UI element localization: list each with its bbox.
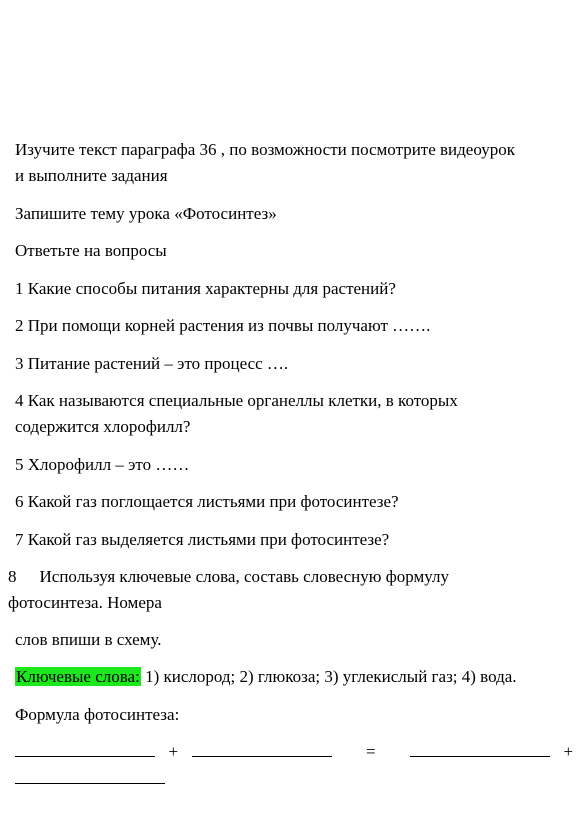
- intro-line-2: и выполните задания: [15, 166, 168, 185]
- question-4-line-1: 4 Как называются специальные органеллы клетки, в которых: [15, 391, 458, 410]
- question-5: 5 Хлорофилл – это ……: [15, 455, 190, 474]
- formula-blank-4[interactable]: [15, 783, 165, 784]
- formula-blank-3[interactable]: [410, 756, 550, 757]
- question-4-line-2: содержится хлорофилл?: [15, 417, 191, 436]
- question-8-line-1: [8, 564, 563, 590]
- formula-plus-2: +: [563, 742, 574, 761]
- keywords-line: [15, 664, 570, 690]
- topic-instruction: Запишите тему урока «Фотосинтез»: [15, 204, 277, 223]
- formula-label: Формула фотосинтеза:: [15, 705, 180, 724]
- formula-blank-2[interactable]: [192, 756, 332, 757]
- answer-heading: Ответьте на вопросы: [15, 241, 167, 260]
- question-8-text-1: Используя ключевые слова, составь словесную формулу: [39, 567, 449, 586]
- question-8-line-2: фотосинтеза. Номера: [8, 593, 162, 612]
- formula-scheme-row: [15, 739, 574, 769]
- intro-line-1: Изучите текст параграфа 36 , по возможности посмотрите видеоурок: [15, 140, 515, 159]
- question-8-line-3: слов впиши в схему.: [15, 630, 162, 649]
- formula-plus-1: +: [168, 742, 179, 761]
- question-8-number: 8: [8, 567, 17, 586]
- question-6: 6 Какой газ поглощается листьями при фотосинтезе?: [15, 492, 399, 511]
- question-7: 7 Какой газ выделяется листьями при фотосинтезе?: [15, 530, 390, 549]
- keywords-label-highlight: Ключевые слова:: [16, 667, 140, 686]
- question-3: 3 Питание растений – это процесс ….: [15, 354, 289, 373]
- formula-equals: =: [365, 742, 376, 761]
- question-1: 1 Какие способы питания характерны для растений?: [15, 279, 396, 298]
- formula-scheme-row-2: [15, 766, 570, 792]
- keywords-list: 1) кислород; 2) глюкоза; 3) углекислый газ; 4) вода.: [140, 667, 517, 686]
- question-2: 2 При помощи корней растения из почвы получают …….: [15, 316, 431, 335]
- formula-blank-1[interactable]: [15, 756, 155, 757]
